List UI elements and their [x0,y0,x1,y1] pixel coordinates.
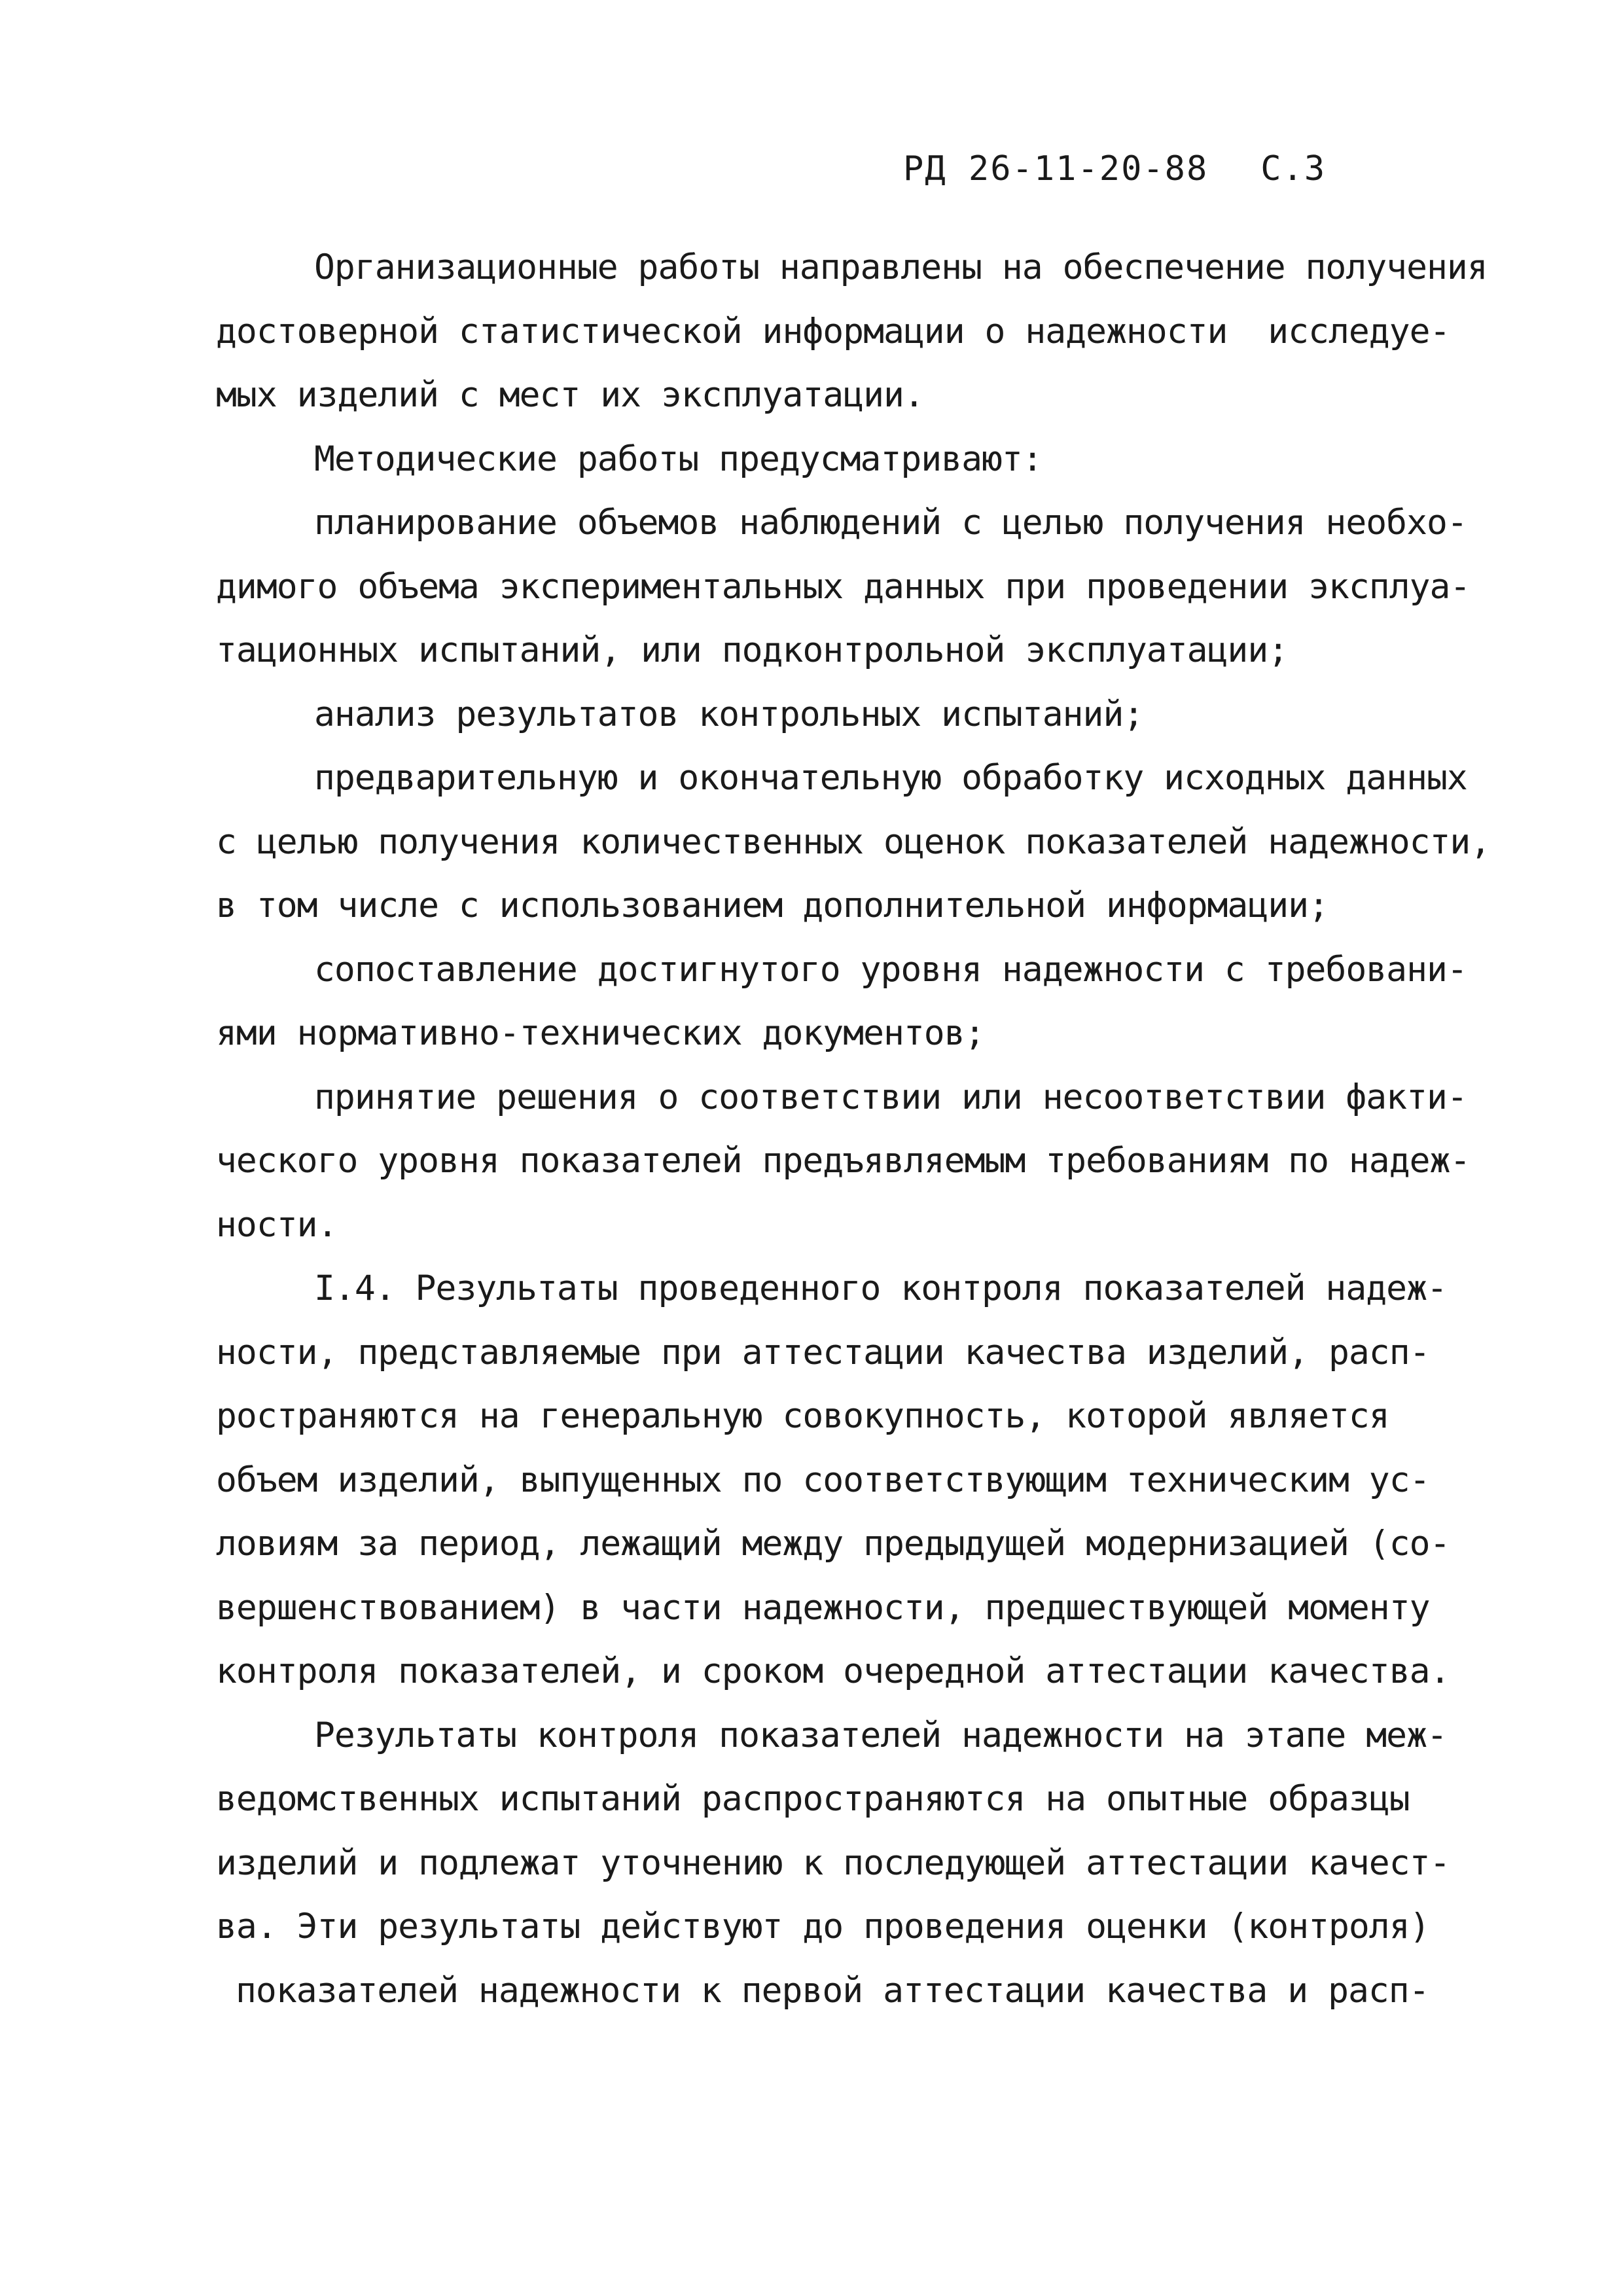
text-line: объем изделий, выпущенных по соответствующим техническим ус- [216,1460,1430,1500]
text-line: принятие решения о соответствии или несоответствии факти- [314,1077,1467,1117]
text-line: показателей надежности к первой аттестации качества и расп- [236,1970,1429,2011]
text-line: тационных испытаний, или подконтрольной эксплуатации; [216,630,1289,670]
text-line: Организационные работы направлены на обеспечение получения [314,247,1488,287]
text-line: мых изделий с мест их эксплуатации. [216,375,924,415]
text-line: вершенствованием) в части надежности, предшествующей моменту [216,1587,1430,1628]
text-line: ности. [216,1204,338,1245]
document-body [216,236,1499,2022]
text-line: ведомственных испытаний распространяются на опытные образцы [216,1779,1410,1819]
text-line: ями нормативно-технических документов; [216,1013,985,1053]
text-line: предварительную и окончательную обработку исходных данных [314,758,1467,798]
text-line: ности, представляемые при аттестации качества изделий, расп- [216,1332,1430,1372]
text-line: достоверной статистической информации о надежности исследуе- [216,311,1450,351]
text-line: контроля показателей, и сроком очередной аттестации качества. [216,1651,1450,1691]
text-line: анализ результатов контрольных испытаний; [314,694,1144,734]
text-line: Результаты контроля показателей надежности на этапе меж- [314,1715,1447,1755]
text-line: с целью получения количественных оценок показателей надежности, [216,821,1491,862]
text-line: планирование объемов наблюдений с целью получения необхо- [314,503,1467,543]
page-number: С.3 [1260,149,1327,188]
text-line: ловиям за период, лежащий между предыдущей модернизацией (со- [216,1524,1450,1564]
text-line: Методические работы предусматривают: [314,439,1043,479]
text-line: димого объема экспериментальных данных при проведении эксплуа- [216,566,1471,607]
document-code: РД 26-11-20-88 [903,149,1209,188]
text-line: ространяются на генеральную совокупность, которой является [216,1396,1389,1436]
text-line: в том числе с использованием дополнительной информации; [216,886,1329,925]
page-header [903,149,1326,188]
text-line: ческого уровня показателей предъявляемым требованиям по надеж- [216,1141,1471,1181]
text-line: изделий и подлежат уточнению к последующей аттестации качест- [216,1842,1450,1883]
text-line: I.4. Результаты проведенного контроля показателей надеж- [314,1268,1447,1308]
text-line: ва. Эти результаты действуют до проведения оценки (контроля) [216,1907,1430,1946]
text-line: сопоставление достигнутого уровня надежности с требовани- [314,949,1467,990]
